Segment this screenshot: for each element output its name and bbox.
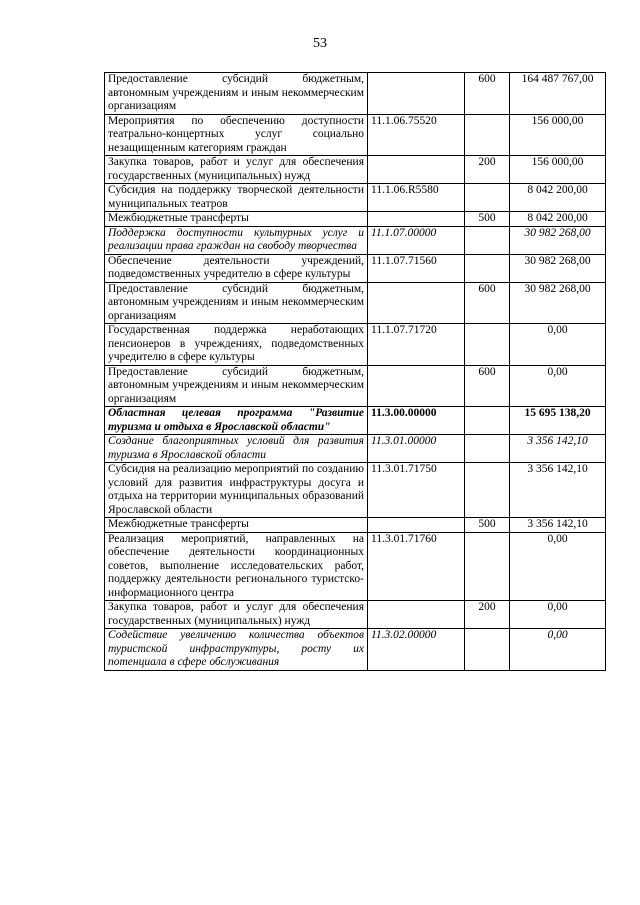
row-amount-cell: 3 356 142,10 [510,518,606,533]
row-code-cell: 11.1.06.R5580 [368,184,465,212]
table-row [105,156,606,184]
row-name-cell: Закупка товаров, работ и услуг для обеспечения государственных (муниципальных) нужд [105,601,368,629]
row-amount-cell: 156 000,00 [510,156,606,184]
row-code-cell [368,73,465,115]
row-expense-type-cell: 500 [465,518,510,533]
row-code-cell: 11.3.01.00000 [368,435,465,463]
row-amount-cell: 0,00 [510,629,606,671]
row-amount-cell: 0,00 [510,365,606,407]
row-expense-type-cell: 200 [465,601,510,629]
row-amount-cell: 8 042 200,00 [510,184,606,212]
table-row [105,226,606,254]
page-number: 53 [313,36,327,51]
row-amount-cell: 164 487 767,00 [510,73,606,115]
row-expense-type-cell [465,184,510,212]
row-name-cell: Предоставление субсидий бюджетным, автономным учреждениям и иным некоммерческим организациям [105,282,368,324]
row-amount-cell: 30 982 268,00 [510,226,606,254]
row-code-cell: 11.1.07.71560 [368,254,465,282]
row-expense-type-cell [465,407,510,435]
row-expense-type-cell: 600 [465,365,510,407]
table-row [105,254,606,282]
row-code-cell: 11.3.01.71750 [368,463,465,518]
row-name-cell: Государственная поддержка неработающих пенсионеров в учреждениях, подведомственных учредителю в сфере культуры [105,324,368,366]
row-expense-type-cell [465,532,510,601]
table-row [105,532,606,601]
budget-table-body [105,73,606,671]
row-amount-cell: 0,00 [510,601,606,629]
row-amount-cell: 3 356 142,10 [510,435,606,463]
row-amount-cell: 30 982 268,00 [510,282,606,324]
row-code-cell: 11.3.02.00000 [368,629,465,671]
table-row [105,184,606,212]
table-row [105,463,606,518]
row-expense-type-cell [465,226,510,254]
row-name-cell: Содействие увеличению количества объектов туристской инфраструктуры, росту их потенциала в сфере обслуживания [105,629,368,671]
row-expense-type-cell [465,463,510,518]
row-code-cell: 11.1.06.75520 [368,114,465,156]
row-code-cell: 11.3.00.00000 [368,407,465,435]
table-row [105,601,606,629]
row-name-cell: Обеспечение деятельности учреждений, подведомственных учредителю в сфере культуры [105,254,368,282]
row-code-cell [368,212,465,227]
row-name-cell: Предоставление субсидий бюджетным, автономным учреждениям и иным некоммерческим организациям [105,365,368,407]
row-expense-type-cell: 500 [465,212,510,227]
row-name-cell: Субсидия на реализацию мероприятий по созданию условий для развития инфраструктуры досуга и отдыха на территории муниципальных образований Ярославской области [105,463,368,518]
row-name-cell: Реализация мероприятий, направленных на обеспечение деятельности координационных советов, выполнение исследовательских работ, поддержку деятельности регионального туристско-информационного центра [105,532,368,601]
table-row [105,212,606,227]
row-code-cell [368,282,465,324]
row-expense-type-cell [465,114,510,156]
row-code-cell: 11.3.01.71760 [368,532,465,601]
row-amount-cell: 3 356 142,10 [510,463,606,518]
table-row [105,365,606,407]
row-name-cell: Создание благоприятных условий для развития туризма в Ярославской области [105,435,368,463]
row-name-cell: Областная целевая программа "Развитие туризма и отдыха в Ярославской области" [105,407,368,435]
row-code-cell [368,518,465,533]
row-expense-type-cell [465,254,510,282]
row-name-cell: Субсидия на поддержку творческой деятельности муниципальных театров [105,184,368,212]
row-code-cell [368,601,465,629]
row-name-cell: Межбюджетные трансферты [105,518,368,533]
row-amount-cell: 15 695 138,20 [510,407,606,435]
row-code-cell: 11.1.07.00000 [368,226,465,254]
table-row [105,324,606,366]
budget-table [104,72,606,671]
row-amount-cell: 156 000,00 [510,114,606,156]
row-expense-type-cell: 600 [465,282,510,324]
row-expense-type-cell: 200 [465,156,510,184]
row-amount-cell: 30 982 268,00 [510,254,606,282]
table-row [105,73,606,115]
row-name-cell: Закупка товаров, работ и услуг для обеспечения государственных (муниципальных) нужд [105,156,368,184]
row-code-cell [368,365,465,407]
row-expense-type-cell: 600 [465,73,510,115]
table-row [105,629,606,671]
row-name-cell: Межбюджетные трансферты [105,212,368,227]
table-row [105,435,606,463]
table-row [105,282,606,324]
row-name-cell: Предоставление субсидий бюджетным, автономным учреждениям и иным некоммерческим организациям [105,73,368,115]
row-amount-cell: 8 042 200,00 [510,212,606,227]
row-code-cell: 11.1.07.71720 [368,324,465,366]
table-row [105,518,606,533]
row-amount-cell: 0,00 [510,532,606,601]
row-code-cell [368,156,465,184]
table-row [105,114,606,156]
row-expense-type-cell [465,324,510,366]
table-row [105,407,606,435]
row-name-cell: Поддержка доступности культурных услуг и реализации права граждан на свободу творчества [105,226,368,254]
row-expense-type-cell [465,629,510,671]
row-expense-type-cell [465,435,510,463]
row-name-cell: Мероприятия по обеспечению доступности театрально-концертных услуг социально незащищенным категориям граждан [105,114,368,156]
row-amount-cell: 0,00 [510,324,606,366]
